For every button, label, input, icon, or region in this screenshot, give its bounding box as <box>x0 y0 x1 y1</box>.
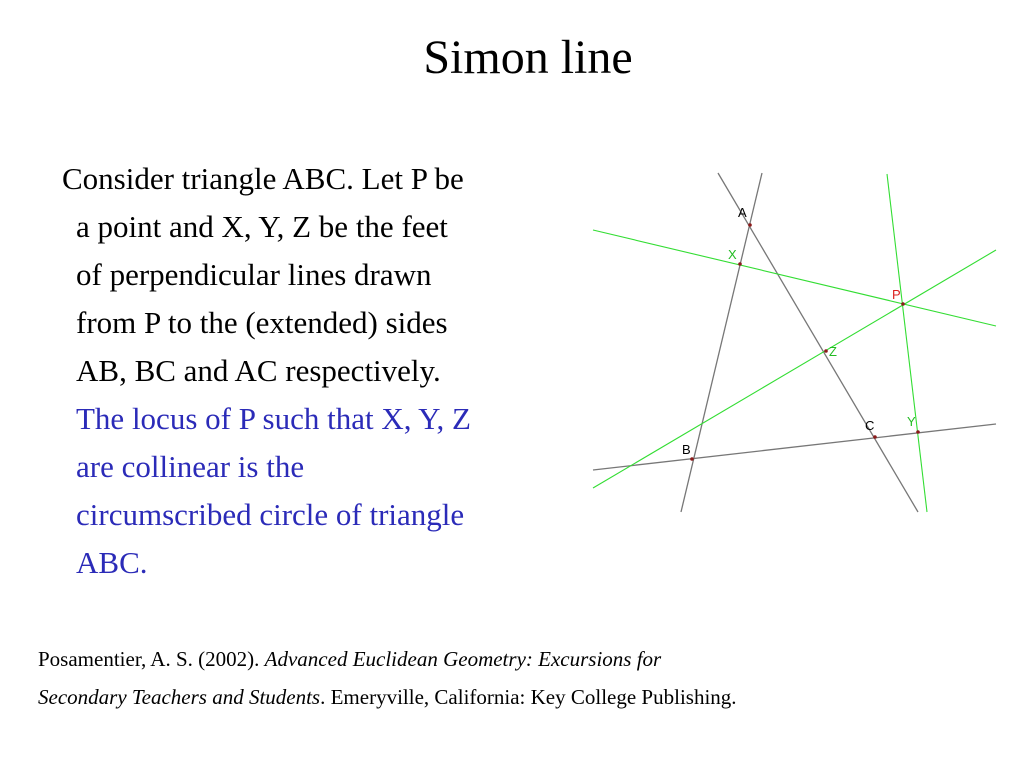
point-a <box>748 223 752 227</box>
highlight-line: are collinear is the <box>76 449 305 484</box>
slide-title: Simon line <box>423 31 633 84</box>
reference-end: . <box>731 685 737 709</box>
point-z <box>824 349 828 353</box>
reference-book-title: Advanced Euclidean Geometry: Excursions for <box>264 647 662 671</box>
point-x <box>738 262 742 266</box>
highlight-line: circumscribed circle of triangle <box>76 497 465 532</box>
text-line: a point and X, Y, Z be the feet <box>76 209 448 244</box>
point-c <box>873 435 877 439</box>
reference-author: Posamentier, A. S. (2002). <box>38 647 265 671</box>
reference-citation <box>38 640 1018 716</box>
perpendicular-py-line <box>887 174 927 512</box>
perpendicular-px-line <box>593 230 996 326</box>
point-y <box>916 430 920 434</box>
reference-line-2 <box>38 678 1018 716</box>
label-x: X <box>728 247 737 262</box>
highlight-line: ABC. <box>76 545 148 580</box>
text-line: AB, BC and AC respectively. <box>76 353 441 388</box>
reference-line-1 <box>38 640 1018 678</box>
side-bc-line <box>593 424 996 470</box>
label-c: C <box>865 418 875 433</box>
text-line: Consider triangle ABC. Let P be <box>62 161 464 196</box>
reference-publisher: . Emeryville, California: Key College Publishing <box>320 685 732 709</box>
simson-line <box>593 250 996 488</box>
label-z: Z <box>829 344 837 359</box>
label-b: B <box>682 442 691 457</box>
text-line: from P to the (extended) sides <box>76 305 448 340</box>
point-p <box>901 302 905 306</box>
reference-book-title-cont: Secondary Teachers and Students <box>38 685 321 709</box>
label-y: Y <box>907 414 916 429</box>
label-a: A <box>738 205 747 220</box>
highlight-line: The locus of P such that X, Y, Z <box>76 401 471 436</box>
side-ac-line <box>718 173 918 512</box>
point-b <box>690 457 694 461</box>
text-line: of perpendicular lines drawn <box>76 257 432 292</box>
label-p: P <box>892 287 901 302</box>
